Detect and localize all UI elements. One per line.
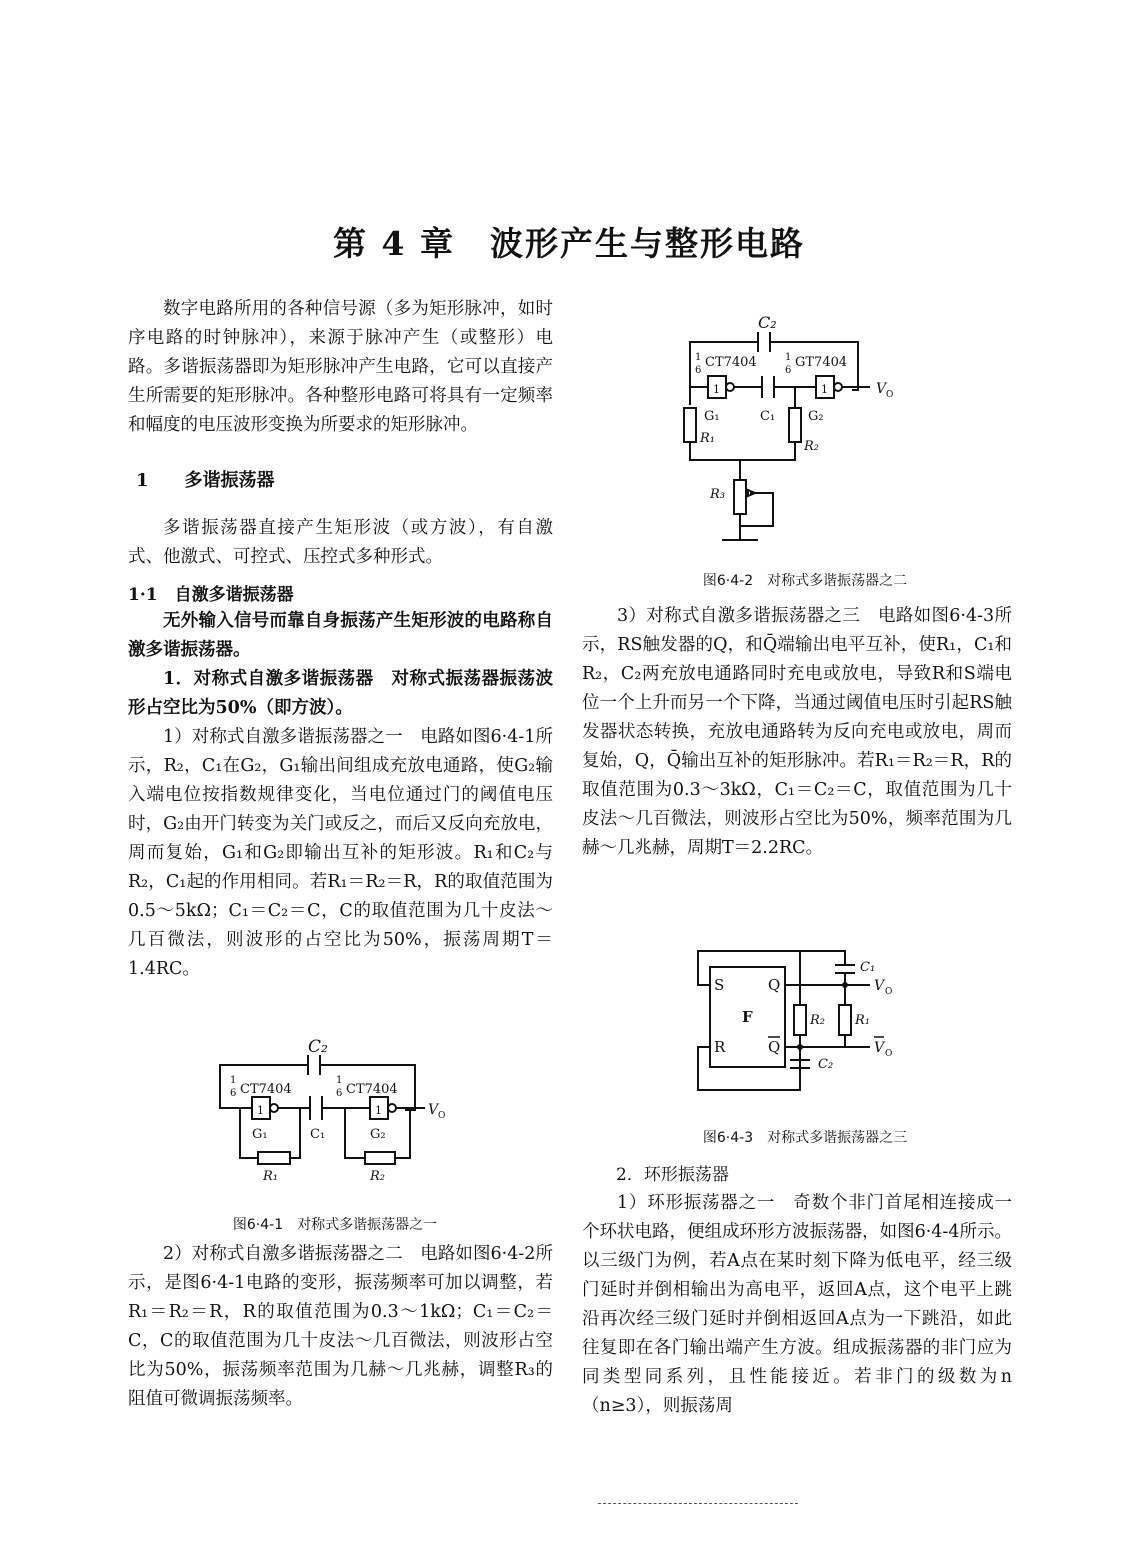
- right-column: [582, 602, 1012, 863]
- fig2-label-r2: R₂: [804, 439, 819, 454]
- paragraph-symmetric-three: 3）对称式自激多谐振荡器之三 电路如图6·4-3所示，RS触发器的Q，和Q̄端输出电平互补，使R₁，C₁和R₂，C₂两充放电通路同时充电或放电，导致R和S端电位一个上升而另一个下降，当通过阈值电压时引起RS触发器状态转换，充放电通路转为反向充电或放电，周而复始，Q，Q̄输出互补的矩形脉冲。若R₁＝R₂＝R，R的取值范围为0.3～3kΩ，C₁＝C₂＝C，取值范围为几十皮法～几百微法，则波形占空比为50%，频率范围为几赫～几兆赫，周期T＝2.2RC。: [582, 606, 1012, 858]
- fig3-label-vobar: V: [874, 1040, 885, 1056]
- intro-paragraph: 数字电路所用的各种信号源（多为矩形脉冲，如时序电路的时钟脉冲），来源于脉冲产生（或整形）电路。多谐振荡器即为矩形脉冲产生电路，它可以直接产生所需要的矩形脉冲。各种整形电路可将具有一定频率和幅度的电压波形变换为所要求的矩形脉冲。: [128, 299, 553, 435]
- paragraph-multivibrator: 多谐振荡器直接产生矩形波（或方波），有自激式、他激式、可控式、压控式多种形式。: [128, 518, 553, 567]
- fig2-frac-num-b: 1: [785, 352, 792, 363]
- fig2-frac-den-b: 6: [785, 365, 792, 376]
- left-column: [128, 295, 553, 984]
- fig2-label-vo-sub: O: [886, 390, 894, 400]
- fig3-label-vo-sub: O: [885, 987, 893, 997]
- fig2-frac-den-a: 6: [695, 365, 702, 376]
- fig1-label-r1: R₁: [263, 1169, 278, 1184]
- fig1-gate-g1-symbol: 1: [257, 1104, 264, 1117]
- fig1-chip-a: CT7404: [240, 1082, 292, 1097]
- fig3-label-qbar: Q: [768, 1038, 781, 1056]
- fig3-label-c2: C₂: [818, 1057, 834, 1072]
- subsection-heading-ring: 2．环形振荡器: [616, 1165, 729, 1185]
- figure-6-4-2-circuit: [680, 300, 930, 550]
- figure-6-4-1-caption: 图6·4-1 对称式多谐振荡器之一: [232, 1217, 438, 1233]
- paragraph-symmetric-two: 2）对称式自激多谐振荡器之二 电路如图6·4-2所示，是图6·4-1电路的变形，振荡频率可加以调整，若R₁＝R₂＝R，R的取值范围为0.3～1kΩ；C₁＝C₂＝C，C的取值范围为几十皮法～几百微法，则波形占空比为50%，振荡频率范围为几赫～几兆赫，调整R₃的阻值可微调振荡频率。: [128, 1244, 553, 1409]
- fig1-frac-den-a: 6: [230, 1088, 237, 1099]
- figure-6-4-3-caption: 图6·4-3 对称式多谐振荡器之三: [702, 1130, 908, 1146]
- fig1-chip-b: CT7404: [346, 1082, 398, 1097]
- fig1-label-c1: C₁: [310, 1127, 326, 1142]
- fig3-label-s: S: [714, 976, 725, 994]
- fig2-gate-g2-symbol: 1: [821, 383, 828, 396]
- figure-6-4-3-circuit: [680, 925, 940, 1100]
- figure-6-4-2-caption: 图6·4-2 对称式多谐振荡器之二: [702, 573, 908, 589]
- fig1-gate-g2-symbol: 1: [375, 1104, 382, 1117]
- fig2-label-g1: G₁: [704, 409, 720, 424]
- fig3-label-c1: C₁: [860, 960, 876, 975]
- fig2-label-r3: R₃: [710, 487, 725, 502]
- fig2-chip-b: GT7404: [795, 355, 848, 370]
- fig2-label-vo: V: [876, 381, 887, 397]
- fig2-label-g2: G₂: [808, 409, 824, 424]
- fig2-frac-num-a: 1: [695, 352, 702, 363]
- left-column-bottom: [128, 1240, 553, 1414]
- paragraph-self-excited: 无外输入信号而靠自身振荡产生矩形波的电路称自激多谐振荡器。: [128, 611, 553, 660]
- fig2-label-c1: C₁: [760, 409, 776, 424]
- fig1-label-vo: V: [428, 1102, 439, 1118]
- fig3-label-r1: R₁: [855, 1013, 870, 1028]
- fig1-label-c2: C₂: [308, 1037, 328, 1057]
- right-column-bottom: [582, 1160, 1012, 1421]
- fig3-label-f: F: [742, 1008, 753, 1026]
- section-heading-multivibrator: 1 多谐振荡器: [136, 470, 275, 491]
- fig2-chip-a: CT7404: [705, 355, 757, 370]
- fig2-label-r1: R₁: [700, 431, 715, 446]
- fig1-frac-den-b: 6: [336, 1088, 343, 1099]
- chapter-title: 第 4 章 波形产生与整形电路: [333, 224, 805, 263]
- fig2-gate-g1-symbol: 1: [713, 383, 720, 396]
- page-footer-rule: [598, 1503, 798, 1504]
- fig3-label-q: Q: [768, 976, 781, 994]
- fig1-frac-num-b: 1: [336, 1075, 343, 1086]
- paragraph-ring-one: 1）环形振荡器之一 奇数个非门首尾相连接成一个环状电路，便组成环形方波振荡器，如图6·4-4所示。以三级门为例，若A点在某时刻下降为低电平，经三级门延时并倒相输出为高电平，返回A点，这个电平上跳沿再次经三级门延时并倒相返回A点为一下跳沿，如此往复即在各门输出端产生方波。组成振荡器的非门应为同类型同系列，且性能接近。若非门的级数为n（n≥3），则振荡周: [582, 1193, 1012, 1416]
- fig2-label-c2: C₂: [758, 313, 777, 332]
- fig3-label-r: R: [714, 1038, 726, 1056]
- fig1-label-g2: G₂: [370, 1127, 386, 1142]
- fig3-label-vo: V: [874, 978, 885, 994]
- subsection-heading-self-excited: 1·1 自激多谐振荡器: [128, 585, 294, 605]
- fig1-label-vo-sub: O: [438, 1111, 446, 1121]
- paragraph-symmetric-one: 1）对称式自激多谐振荡器之一 电路如图6·4-1所示，R₂，C₁在G₂，G₁输出间组成充放电通路，使G₂输入端电位按指数规律变化，当电位通过门的阈值电压时，G₂由开门转变为关门或反之，而后又反向充放电，周而复始，G₁和G₂即输出互补的矩形波。R₁和C₂与R₂，C₁起的作用相同。若R₁＝R₂＝R，R的取值范围为0.5～5kΩ；C₁＝C₂＝C，C的取值范围为几十皮法～几百微法，则波形的占空比为50%，振荡周期T＝1.4RC。: [128, 727, 553, 979]
- fig1-label-g1: G₁: [252, 1127, 268, 1142]
- fig3-label-r2: R₂: [810, 1013, 825, 1028]
- fig1-frac-num-a: 1: [230, 1075, 237, 1086]
- fig3-label-vobar-sub: O: [885, 1049, 893, 1059]
- figure-6-4-1-circuit: [200, 1030, 460, 1190]
- fig1-label-r2: R₂: [370, 1169, 385, 1184]
- paragraph-symmetric: 1．对称式自激多谐振荡器 对称式振荡器振荡波形占空比为50%（即方波）。: [128, 669, 553, 718]
